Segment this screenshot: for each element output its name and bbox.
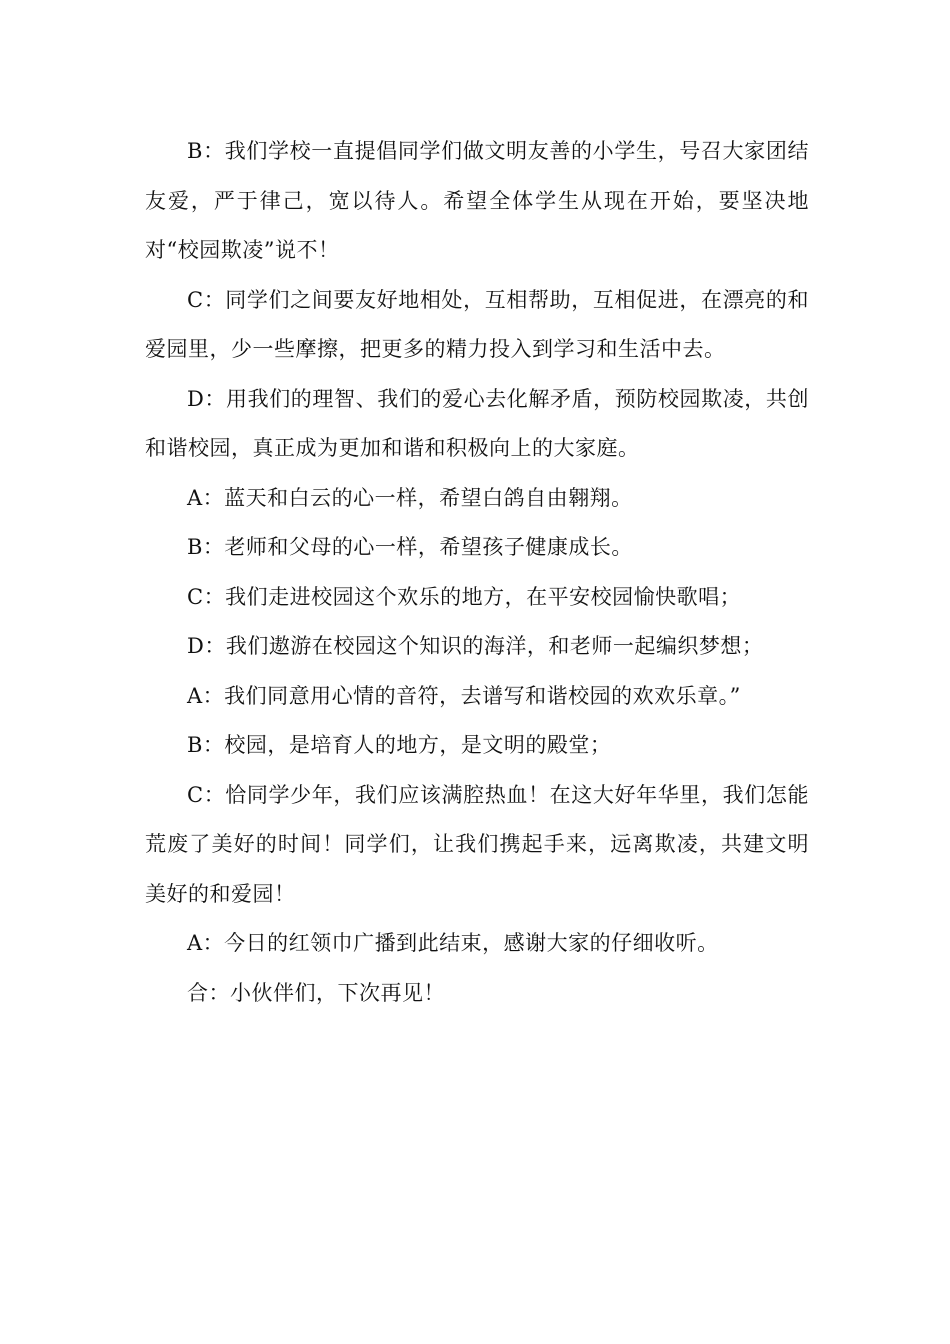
paragraph: A：今日的红领巾广播到此结束，感谢大家的仔细收听。 [187,931,719,955]
paragraph: A：蓝天和白云的心一样，希望白鸽自由翱翔。 [187,485,633,510]
paragraph: C：恰同学少年，我们应该满腔热血！在这大好年华里，我们怎能荒废了美好的时间！同学们，让我们携起手来，远离欺凌，共建文明美好的和爱园！ [145,782,809,906]
paragraph: D：用我们的理智、我们的爱心去化解矛盾，预防校园欺凌，共创和谐校园，真正成为更加和谐和积极向上的大家庭。 [145,386,809,460]
paragraph: B：我们学校一直提倡同学们做文明友善的小学生，号召大家团结友爱，严于律己，宽以待人。希望全体学生从现在开始，要坚决地对“校园欺凌”说不！ [145,139,809,262]
document-body [145,127,809,1018]
paragraph: C：我们走进校园这个欢乐的地方，在平安校园愉快歌唱； [187,584,742,609]
paragraph: C：同学们之间要友好地相处，互相帮助，互相促进，在漂亮的和爱园里，少一些摩擦，把更多的精力投入到学习和生活中去。 [145,287,809,361]
paragraph: B：校园，是培育人的地方，是文明的殿堂； [187,733,612,757]
paragraph: B：老师和父母的心一样，希望孩子健康成长。 [187,535,633,559]
paragraph: D：我们遨游在校园这个知识的海洋，和老师一起编织梦想； [187,634,764,658]
paragraph: 合：小伙伴们，下次再见！ [187,980,445,1005]
paragraph: A：我们同意用心情的音符，去谱写和谐校园的欢欢乐章。” [187,683,741,708]
